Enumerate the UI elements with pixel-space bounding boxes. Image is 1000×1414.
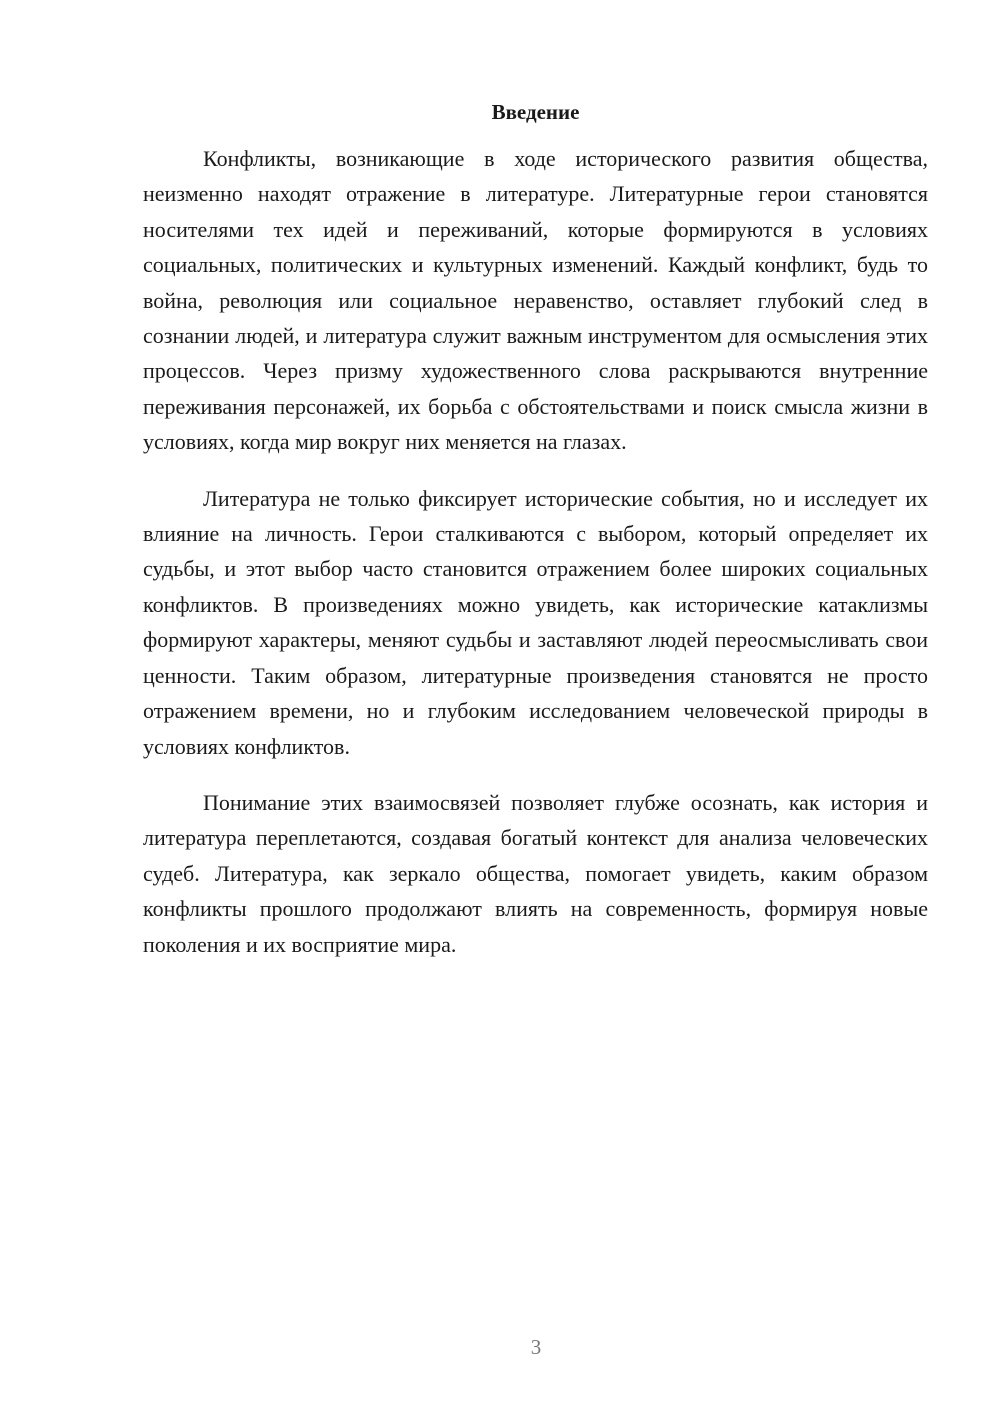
- paragraph-2: Литература не только фиксирует исторические события, но и исследует их влияние на личность. Герои сталкиваются с выбором, который определяет их судьбы, и этот выбор часто становится отражением более широких социальных конфликтов. В произведениях можно увидеть, как исторические катаклизмы формируют характеры, меняют судьбы и заставляют людей переосмысливать свои ценности. Таким образом, литературные произведения становятся не просто отражением времени, но и глубоким исследованием человеческой природы в условиях конфликтов.: [143, 485, 928, 759]
- section-title: Введение: [491, 100, 580, 124]
- page-number: 3: [530, 1335, 542, 1359]
- body-text: [143, 141, 928, 962]
- paragraph-1: Конфликты, возникающие в ходе исторического развития общества, неизменно находят отражение в литературе. Литературные герои становятся носителями тех идей и переживаний, которые формируются в условиях социальных, политических и культурных изменений. Каждый конфликт, будь то война, революция или социальное неравенство, оставляет глубокий след в сознании людей, и литература служит важным инструментом для осмысления этих процессов. Через призму художественного слова раскрываются внутренние переживания персонажей, их борьба с обстоятельствами и поиск смысла жизни в условиях, когда мир вокруг них меняется на глазах.: [143, 146, 928, 455]
- paragraph-3: Понимание этих взаимосвязей позволяет глубже осознать, как история и литература переплетаются, создавая богатый контекст для анализа человеческих судеб. Литература, как зеркало общества, помогает увидеть, каким образом конфликты прошлого продолжают влиять на современность, формируя новые поколения и их восприятие мира.: [143, 789, 928, 957]
